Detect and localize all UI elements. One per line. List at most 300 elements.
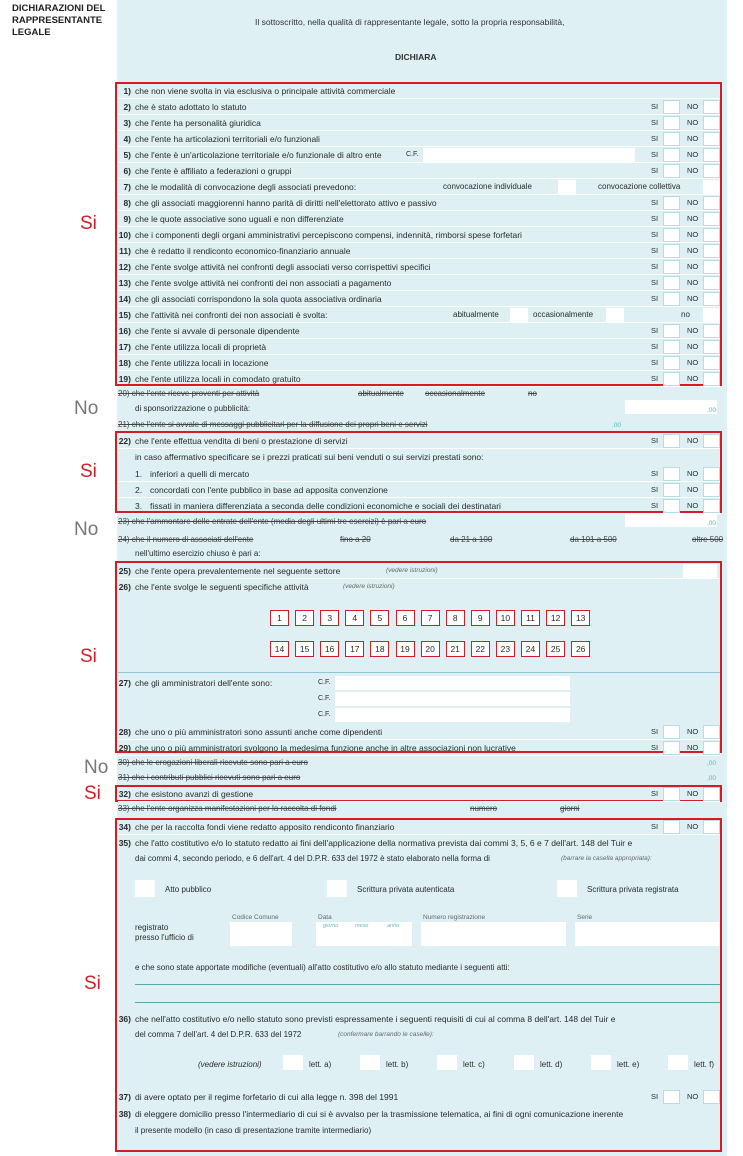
row-10-si-box[interactable] xyxy=(663,228,680,242)
row-22-si-box[interactable] xyxy=(663,434,680,448)
row-22-item-2-si-box[interactable] xyxy=(663,483,680,497)
activity-box-17[interactable]: 17 xyxy=(345,641,364,657)
activity-box-13[interactable]: 13 xyxy=(571,610,590,626)
row-number: 18) xyxy=(118,358,131,368)
row-26 xyxy=(118,580,720,595)
row-11 xyxy=(118,244,720,259)
row-37-si-label: SI xyxy=(651,1092,659,1101)
scrittura-autenticata: Scrittura privata autenticata xyxy=(357,885,455,894)
row-10-no-box[interactable] xyxy=(703,228,720,242)
lett-box-4[interactable] xyxy=(591,1055,611,1070)
row-6 xyxy=(118,164,720,179)
row-number: 19) xyxy=(118,374,131,384)
row-number: 13) xyxy=(118,278,131,288)
row-29-no-label: NO xyxy=(687,743,699,752)
row-number: 27) xyxy=(118,678,131,688)
row-8 xyxy=(118,196,720,211)
row-5 xyxy=(118,148,720,163)
row-number: 9) xyxy=(123,214,131,224)
r20-amount-field[interactable] xyxy=(625,400,717,414)
settore-input[interactable] xyxy=(683,564,717,578)
row-2-si-label: SI xyxy=(651,102,659,111)
row-35-b: dai commi 4, secondo periodo, e 6 dell'art. 4 del D.P.R. 633 del 1972 è stato elaborato nella forma di xyxy=(135,854,490,863)
dichiara-heading: DICHIARA xyxy=(395,52,437,62)
row-number: 11) xyxy=(119,246,131,256)
row-text: che l'ente opera prevalentemente nel seguente settore xyxy=(135,566,341,576)
label-si-3: Si xyxy=(80,646,97,667)
row-number: 37) xyxy=(118,1092,131,1102)
amministratore-cf-3[interactable] xyxy=(335,708,570,722)
conv-individuale-box[interactable] xyxy=(558,180,576,194)
cf-label-2: C.F. xyxy=(318,695,331,702)
label-no-3: No xyxy=(84,757,109,778)
row-number: 36) xyxy=(118,1014,131,1024)
activity-box-5[interactable]: 5 xyxy=(370,610,389,626)
row-9-no-label: NO xyxy=(687,214,699,223)
row-number: 17) xyxy=(118,342,131,352)
modifiche-text: e che sono state apportate modifiche (eventuali) all'atto costitutivo e/o allo statuto mediante i seguenti atti: xyxy=(135,963,510,972)
row-36-b: del comma 7 dell'art. 4 del D.P.R. 633 del 1972 xyxy=(135,1030,302,1039)
lett-label-5: lett. f) xyxy=(694,1060,715,1069)
row-3-si-box[interactable] xyxy=(663,116,680,130)
row-text: che è stato adottato lo statuto xyxy=(135,102,247,112)
row-12-no-label: NO xyxy=(687,262,699,271)
row-16-no-label: NO xyxy=(687,326,699,335)
activity-box-24[interactable]: 24 xyxy=(521,641,540,657)
row-text: che i componenti degli organi amministrativi percepiscono compensi, indennità, rimborsi spese forfetari xyxy=(135,230,522,240)
row-34-si-label: SI xyxy=(651,822,659,831)
row-10-si-label: SI xyxy=(651,230,659,239)
row-number: 12) xyxy=(118,262,131,272)
row-text: che l'ente svolge attività nei confronti dei non associati a pagamento xyxy=(135,278,392,288)
presso-ufficio: presso l'ufficio di xyxy=(135,933,194,942)
row-19-si-box[interactable] xyxy=(663,372,680,386)
row-text: che l'ente si avvale di personale dipendente xyxy=(135,326,300,336)
row-text: che l'atto costitutivo e/o lo statuto redatto ai fini dell'applicazione della normativa prevista dai commi 3, 5, 6 e 7 dell'art. 148 del Tuir e xyxy=(135,838,633,848)
row-text: in caso affermativo specificare se i prezzi praticati sui beni venduti o sui servizi prestati sono: xyxy=(135,452,484,462)
row-1 xyxy=(118,84,720,99)
row-3-no-label: NO xyxy=(687,118,699,127)
row-text: che l'ente svolge attività nei confronti degli associati verso corrispettivi specifici xyxy=(135,262,431,272)
row-34 xyxy=(118,820,720,835)
row-19-no-label: NO xyxy=(687,374,699,383)
lett-box-0[interactable] xyxy=(283,1055,303,1070)
row-2 xyxy=(118,100,720,115)
lett-label-1: lett. b) xyxy=(386,1060,409,1069)
lett-box-1[interactable] xyxy=(360,1055,380,1070)
row-number: 14) xyxy=(118,294,131,304)
item-text: concordati con l'ente pubblico in base ad apposita convenzione xyxy=(150,485,388,495)
item-text: inferiori a quelli di mercato xyxy=(150,469,250,479)
row-22-item-2-no-box[interactable] xyxy=(703,483,720,497)
row-text: che non viene svolta in via esclusiva o principale attività commerciale xyxy=(135,86,396,96)
label-si-4: Si xyxy=(84,783,101,804)
row-13-no-label: NO xyxy=(687,278,699,287)
row-22-item-1 xyxy=(118,467,720,482)
cf-label-1: C.F. xyxy=(318,679,331,686)
row-text: che gli associati maggiorenni hanno parità di diritti nell'elettorato attivo e passivo xyxy=(135,198,437,208)
activity-box-15[interactable]: 15 xyxy=(295,641,314,657)
label-si-2: Si xyxy=(80,461,97,482)
serie-label: Serie xyxy=(577,914,593,921)
label-si-5: Si xyxy=(84,973,101,994)
row-number: 4) xyxy=(123,134,131,144)
row-6-no-box[interactable] xyxy=(703,164,720,178)
row-number: 16) xyxy=(118,326,131,336)
row-25-istr: (vedere istruzioni) xyxy=(386,567,438,574)
row-text: che le quote associative sono uguali e non differenziate xyxy=(135,214,344,224)
row-14 xyxy=(118,292,720,307)
row-number: 28) xyxy=(118,727,131,737)
row-16-si-box[interactable] xyxy=(663,324,680,338)
row-number: 10) xyxy=(118,230,131,240)
row-number: 6) xyxy=(123,166,131,176)
row-35-istr: (barrare la casella appropriata): xyxy=(561,855,652,862)
row-text: che l'ente effettua vendita di beni o prestazione di servizi xyxy=(135,436,348,446)
row-text: che l'attività nei confronti dei non associati è svolta: xyxy=(135,310,328,320)
row-19-no-box[interactable] xyxy=(703,372,720,386)
amministratore-cf-1[interactable] xyxy=(335,676,570,690)
row-number: 5) xyxy=(123,150,131,160)
activity-box-19[interactable]: 19 xyxy=(396,641,415,657)
row-22-item-2-no-label: NO xyxy=(687,485,699,494)
row-22-item-3-no-label: NO xyxy=(687,501,699,510)
row-22-no-box[interactable] xyxy=(703,434,720,448)
row-38-b: il presente modello (in caso di presentazione tramite intermediario) xyxy=(135,1126,372,1135)
row-22-item-3-si-label: SI xyxy=(651,501,659,510)
row-14-no-box[interactable] xyxy=(703,292,720,306)
lett-box-2[interactable] xyxy=(437,1055,457,1070)
modifiche-line-1[interactable] xyxy=(135,984,720,985)
row-11-si-box[interactable] xyxy=(663,244,680,258)
row-6-si-label: SI xyxy=(651,166,659,175)
row-32-no-label: NO xyxy=(687,789,699,798)
row-22-item-3-si-box[interactable] xyxy=(663,499,680,513)
row-18-no-box[interactable] xyxy=(703,356,720,370)
row-5-no-label: NO xyxy=(687,150,699,159)
activity-box-4[interactable]: 4 xyxy=(345,610,364,626)
row-12-si-label: SI xyxy=(651,262,659,271)
vedere-istruzioni: (vedere istruzioni) xyxy=(198,1060,262,1069)
row-19-si-label: SI xyxy=(651,374,659,383)
r20-no: no xyxy=(528,389,537,398)
row-text: che nell'atto costitutivo e/o nello statuto sono previsti espressamente i seguenti requisiti di cui al comma 8 dell'art. 148 del Tuir e xyxy=(135,1014,616,1024)
row-number: 2) xyxy=(123,102,131,112)
activity-box-21[interactable]: 21 xyxy=(446,641,465,657)
divider xyxy=(118,672,720,673)
row-37-no-box[interactable] xyxy=(703,1090,720,1104)
conv-collettiva: convocazione collettiva xyxy=(598,182,681,191)
row-11-no-box[interactable] xyxy=(703,244,720,258)
item-number: 1. xyxy=(135,469,143,479)
activity-box-20[interactable]: 20 xyxy=(421,641,440,657)
row-32-no-box[interactable] xyxy=(703,787,720,801)
row-37-no-label: NO xyxy=(687,1092,699,1101)
codice-comune-label: Codice Comune xyxy=(232,914,279,921)
row-16 xyxy=(118,324,720,339)
cf-label: C.F. xyxy=(406,151,419,158)
activity-box-9[interactable]: 9 xyxy=(471,610,490,626)
row-number: 26) xyxy=(118,582,131,592)
row-18-si-label: SI xyxy=(651,358,659,367)
row-8-si-box[interactable] xyxy=(663,196,680,210)
row-2-si-box[interactable] xyxy=(663,100,680,114)
numreg-label: Numero registrazione xyxy=(423,914,486,921)
occasionalmente-box[interactable] xyxy=(606,308,624,322)
atto-pubblico-box[interactable] xyxy=(135,880,155,897)
r33-giorni: giorni xyxy=(560,804,580,813)
row-13-si-label: SI xyxy=(651,278,659,287)
row-28 xyxy=(118,725,720,740)
row-4-si-label: SI xyxy=(651,134,659,143)
row-17-no-box[interactable] xyxy=(703,340,720,354)
activity-box-25[interactable]: 25 xyxy=(546,641,565,657)
row-19 xyxy=(118,372,720,387)
r21-zero: ,00 xyxy=(612,422,622,429)
activity-box-2[interactable]: 2 xyxy=(295,610,314,626)
row-number: 38) xyxy=(118,1109,131,1119)
row-number: 35) xyxy=(118,838,131,848)
abitualmente-box[interactable] xyxy=(510,308,528,322)
row-4-no-label: NO xyxy=(687,134,699,143)
row-number: 29) xyxy=(118,743,131,753)
row-21-struck: 21) che l'ente si avvale di messaggi pubblicitari per la diffusione dei propri beni e servizi xyxy=(118,420,428,429)
row-number: 25) xyxy=(118,566,131,576)
activity-box-10[interactable]: 10 xyxy=(496,610,515,626)
row-17-si-label: SI xyxy=(651,342,659,351)
activity-box-23[interactable]: 23 xyxy=(496,641,515,657)
abitualmente: abitualmente xyxy=(453,310,499,319)
occasionalmente: occasionalmente xyxy=(533,310,594,319)
row-9-si-label: SI xyxy=(651,214,659,223)
row-text: che l'ente ha articolazioni territoriali e/o funzionali xyxy=(135,134,320,144)
row-6-si-box[interactable] xyxy=(663,164,680,178)
row-28-no-box[interactable] xyxy=(703,725,720,739)
row-9 xyxy=(118,212,720,227)
conv-individuale: convocazione individuale xyxy=(443,182,532,191)
activity-box-11[interactable]: 11 xyxy=(521,610,540,626)
atto-pubblico: Atto pubblico xyxy=(165,885,212,894)
r20-occasionalmente: occasionalmente xyxy=(425,389,486,398)
side-title: DICHIARAZIONI DEL RAPPRESENTANTE LEGALE xyxy=(12,3,106,38)
row-37 xyxy=(118,1090,720,1105)
r24-range-2: da 21 a 100 xyxy=(450,535,493,544)
lett-box-3[interactable] xyxy=(514,1055,534,1070)
row-9-no-box[interactable] xyxy=(703,212,720,226)
row-12 xyxy=(118,260,720,275)
row-text: che l'ente è un'articolazione territoriale e/o funzionale di altro ente xyxy=(135,150,382,160)
row-22-item-1-no-label: NO xyxy=(687,469,699,478)
row-text: che l'ente è affiliato a federazioni o gruppi xyxy=(135,166,292,176)
row-number: 22) xyxy=(118,436,131,446)
row-18-si-box[interactable] xyxy=(663,356,680,370)
row-29-si-box[interactable] xyxy=(663,741,680,755)
row-28-si-label: SI xyxy=(651,727,659,736)
row-12-no-box[interactable] xyxy=(703,260,720,274)
row-5-si-label: SI xyxy=(651,150,659,159)
row-13-si-box[interactable] xyxy=(663,276,680,290)
modifiche-line-2[interactable] xyxy=(135,1002,720,1003)
serie-input[interactable] xyxy=(575,922,720,946)
cf-input[interactable] xyxy=(423,148,635,162)
row-22-item-3 xyxy=(118,499,720,514)
row-18 xyxy=(118,356,720,371)
row-13-no-box[interactable] xyxy=(703,276,720,290)
row-number: 7) xyxy=(123,182,131,192)
activity-box-6[interactable]: 6 xyxy=(396,610,415,626)
row-25 xyxy=(118,564,720,579)
row-number: 32) xyxy=(118,789,131,799)
row-10 xyxy=(118,228,720,243)
no-option-box[interactable] xyxy=(703,308,720,322)
r33-numero: numero xyxy=(470,804,498,813)
activity-box-12[interactable]: 12 xyxy=(546,610,565,626)
anno-label: anno xyxy=(387,923,400,929)
row-22-item-1-si-box[interactable] xyxy=(663,467,680,481)
row-3-no-box[interactable] xyxy=(703,116,720,130)
codice-comune-input[interactable] xyxy=(230,922,292,946)
item-text: fissati in maniera differenziata a seconda delle condizioni economiche e sociali dei destinatari xyxy=(150,501,501,511)
row-32-si-label: SI xyxy=(651,789,659,798)
mese-label: mese xyxy=(355,923,369,929)
activity-box-7[interactable]: 7 xyxy=(421,610,440,626)
row-26-istr: (vedere istruzioni) xyxy=(343,583,395,590)
row-22-a xyxy=(118,450,720,465)
row-34-no-label: NO xyxy=(687,822,699,831)
conv-collettiva-box[interactable] xyxy=(703,180,720,194)
row-35 xyxy=(118,836,720,851)
row-34-si-box[interactable] xyxy=(663,820,680,834)
row-text: che l'ente utilizza locali in locazione xyxy=(135,358,269,368)
row-5-no-box[interactable] xyxy=(703,148,720,162)
row-32 xyxy=(118,787,720,802)
lett-label-2: lett. c) xyxy=(463,1060,485,1069)
row-2-no-label: NO xyxy=(687,102,699,111)
row-number: 8) xyxy=(123,198,131,208)
row-17-no-label: NO xyxy=(687,342,699,351)
row-7 xyxy=(118,180,720,195)
row-22 xyxy=(118,434,720,449)
row-12-si-box[interactable] xyxy=(663,260,680,274)
row-text: che uno o più amministratori sono assunti anche come dipendenti xyxy=(135,727,383,737)
row-28-no-label: NO xyxy=(687,727,699,736)
row-8-no-box[interactable] xyxy=(703,196,720,210)
registrato: registrato xyxy=(135,923,169,932)
r20-zero: ,00 xyxy=(707,407,717,414)
row-text: che l'ente ha personalità giuridica xyxy=(135,118,261,128)
row-14-no-label: NO xyxy=(687,294,699,303)
row-text: di eleggere domicilio presso l'intermediario di cui si è avvalso per la trasmissione telematica, ai fini di ogni comunicazione inerente xyxy=(135,1109,624,1119)
row-22-item-1-no-box[interactable] xyxy=(703,467,720,481)
scrittura-registrata-box[interactable] xyxy=(557,880,577,897)
row-8-no-label: NO xyxy=(687,198,699,207)
row-11-no-label: NO xyxy=(687,246,699,255)
label-si-1: Si xyxy=(80,213,97,234)
row-text: che l'ente utilizza locali in comodato gratuito xyxy=(135,374,301,384)
r23-amount-field[interactable] xyxy=(625,514,717,527)
label-no-1: No xyxy=(74,398,99,419)
row-5-si-box[interactable] xyxy=(663,148,680,162)
lett-box-5[interactable] xyxy=(668,1055,688,1070)
row-4-si-box[interactable] xyxy=(663,132,680,146)
row-3 xyxy=(118,116,720,131)
row-number: 34) xyxy=(118,822,131,832)
row-6-no-label: NO xyxy=(687,166,699,175)
row-23-struck: 23) che l'ammontare delle entrate dell'ente (media degli ultimi tre esercizi) è pari a euro xyxy=(118,517,427,526)
activity-box-16[interactable]: 16 xyxy=(320,641,339,657)
row-37-si-box[interactable] xyxy=(663,1090,680,1104)
amministratore-cf-2[interactable] xyxy=(335,692,570,706)
row-22-item-2 xyxy=(118,483,720,498)
lett-label-3: lett. d) xyxy=(540,1060,563,1069)
item-number: 3. xyxy=(135,501,143,511)
row-10-no-label: NO xyxy=(687,230,699,239)
intro-text: Il sottoscritto, nella qualità di rappresentante legale, sotto la propria responsabilità, xyxy=(255,17,565,27)
row-29-no-box[interactable] xyxy=(703,741,720,755)
r24-range-3: da 101 a 500 xyxy=(570,535,617,544)
activity-box-8[interactable]: 8 xyxy=(446,610,465,626)
row-34-no-box[interactable] xyxy=(703,820,720,834)
row-18-no-label: NO xyxy=(687,358,699,367)
row-29 xyxy=(118,741,720,756)
row-text: che l'ente svolge le seguenti specifiche attività xyxy=(135,582,309,592)
row-text: che è redatto il rendiconto economico-finanziario annuale xyxy=(135,246,351,256)
row-17-si-box[interactable] xyxy=(663,340,680,354)
row-30-struck: 30) che le erogazioni liberali ricevute sono pari a euro xyxy=(118,758,308,767)
data-label: Data xyxy=(318,914,332,921)
numreg-input[interactable] xyxy=(421,922,566,946)
row-13 xyxy=(118,276,720,291)
row-4-no-box[interactable] xyxy=(703,132,720,146)
row-36 xyxy=(118,1012,720,1027)
row-20-struck: 20) che l'ente riceve proventi per attività xyxy=(118,389,260,398)
row-22-no-label: NO xyxy=(687,436,699,445)
row-17 xyxy=(118,340,720,355)
lett-label-4: lett. e) xyxy=(617,1060,640,1069)
row-31-struck: 31) che i contributi pubblici ricevuti sono pari a euro xyxy=(118,773,301,782)
activity-box-26[interactable]: 26 xyxy=(571,641,590,657)
row-4 xyxy=(118,132,720,147)
r31-zero: ,00 xyxy=(707,775,717,782)
row-29-si-label: SI xyxy=(651,743,659,752)
row-28-si-box[interactable] xyxy=(663,725,680,739)
label-no-2: No xyxy=(74,519,99,540)
lett-label-0: lett. a) xyxy=(309,1060,332,1069)
row-22-item-3-no-box[interactable] xyxy=(703,499,720,513)
row-36-istr: (confermare barrando le caselle): xyxy=(338,1031,434,1038)
cf-label-3: C.F. xyxy=(318,711,331,718)
row-text: che gli associati corrispondono la sola quota associativa ordinaria xyxy=(135,294,382,304)
row-16-no-box[interactable] xyxy=(703,324,720,338)
row-24-struck: 24) che il numero di associati dell'ente xyxy=(118,535,254,544)
row-14-si-label: SI xyxy=(651,294,659,303)
row-9-si-box[interactable] xyxy=(663,212,680,226)
activity-box-14[interactable]: 14 xyxy=(270,641,289,657)
row-14-si-box[interactable] xyxy=(663,292,680,306)
row-8-si-label: SI xyxy=(651,198,659,207)
row-24-b: nell'ultimo esercizio chiuso è pari a: xyxy=(135,549,261,558)
row-number: 1) xyxy=(123,86,131,96)
activity-box-3[interactable]: 3 xyxy=(320,610,339,626)
row-16-si-label: SI xyxy=(651,326,659,335)
row-22-si-label: SI xyxy=(651,436,659,445)
activity-box-1[interactable]: 1 xyxy=(270,610,289,626)
row-2-no-box[interactable] xyxy=(703,100,720,114)
row-32-si-box[interactable] xyxy=(663,787,680,801)
activity-box-22[interactable]: 22 xyxy=(471,641,490,657)
scrittura-autenticata-box[interactable] xyxy=(327,880,347,897)
activity-box-18[interactable]: 18 xyxy=(370,641,389,657)
